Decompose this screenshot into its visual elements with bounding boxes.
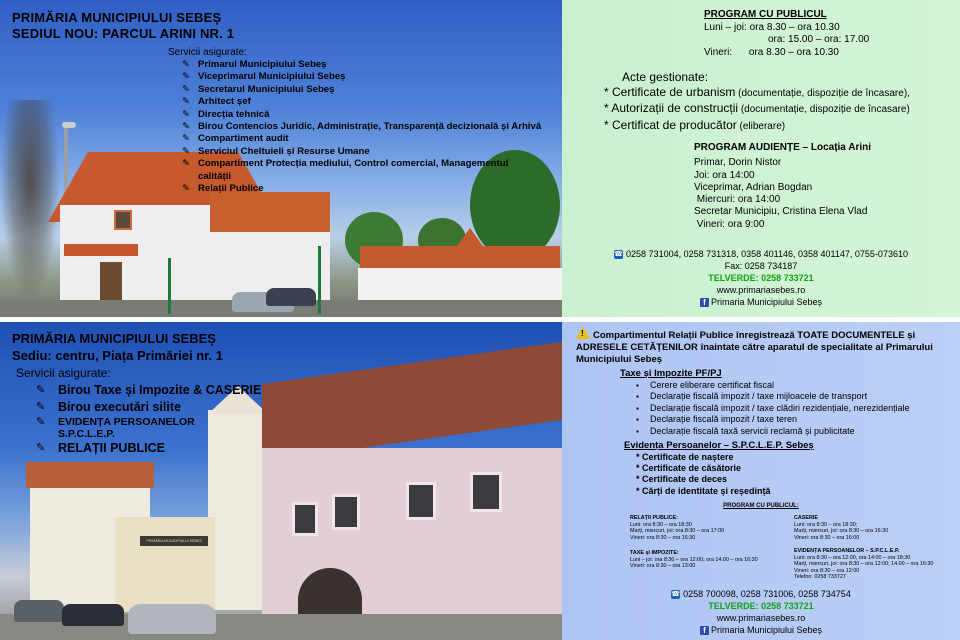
notice-block: !Compartimentul Relații Publice înregistrează TOATE DOCUMENTELE și ADRESELE CETĂȚENILOR înaintate către aparatul de specialitate al Primarului Municipiului Sebeș bbox=[576, 327, 952, 366]
telverde-line: TELVERDE: 0258 733721 bbox=[708, 273, 814, 283]
audiente-title: PROGRAM AUDIENȚE – Locația Arini bbox=[694, 142, 872, 153]
pencil-bullet-icon: ✎ bbox=[182, 133, 191, 145]
facebook-icon: f bbox=[700, 626, 709, 635]
pencil-bullet-icon: ✎ bbox=[182, 145, 191, 157]
pink-window-2 bbox=[332, 494, 360, 530]
second-building-gable bbox=[440, 228, 500, 270]
evidenta-title: Evidența Persoanelor – S.P.C.L.E.P. Sebeș bbox=[624, 440, 814, 451]
bottom-contact-block bbox=[562, 588, 960, 636]
audiente-line: Vineri: ora 9:00 bbox=[694, 218, 765, 230]
parked-car-a bbox=[14, 600, 64, 622]
bottom-right-info-panel bbox=[562, 322, 960, 640]
top-contact-block bbox=[562, 248, 960, 308]
service-item: ✎ Primarul Municipiului Sebeș bbox=[182, 59, 327, 70]
service-item: ✎ Viceprimarul Municipiului Sebeș bbox=[182, 71, 346, 83]
parked-car-b bbox=[62, 604, 124, 626]
audiente-line: Primar, Dorin Nistor bbox=[694, 157, 782, 169]
second-building-wall bbox=[358, 268, 562, 300]
facebook-icon: f bbox=[700, 298, 709, 307]
taxe-title: Taxe și Impozite PF/PJ bbox=[620, 368, 722, 379]
building-roof-right bbox=[210, 192, 330, 232]
top-left-services-heading: Servicii asigurate: bbox=[168, 47, 247, 58]
evidenta-item: * Certificate de căsătorie bbox=[636, 463, 742, 474]
program-line: ora: 15.00 – ora: 17.00 bbox=[768, 34, 870, 45]
green-fence bbox=[168, 258, 171, 314]
taxe-item: ▪ Declarație fiscală impozit / taxe mijloacele de transport bbox=[636, 391, 910, 402]
evidenta-list bbox=[636, 452, 771, 497]
schedule-taxe: TAXE și IMPOZITE: Luni – joi: ora 8:30 – ora 12:00, ora 14:00 – ora 16:30 Vineri: ora 8:30 – ora 13:00 bbox=[630, 550, 758, 570]
schedule-caserie: CASERIE Luni: ora 8:30 – ora 18:30; Marți, miercuri, joi: ora 8:30 – ora 16:30 Vineri: ora 8:30 – ora 16:00 bbox=[794, 515, 889, 541]
pink-window-4 bbox=[470, 472, 502, 512]
audiente-line: Secretar Municipiu, Cristina Elena Vlad bbox=[694, 206, 868, 218]
bottom-left-services-list bbox=[36, 382, 261, 457]
top-left-title-line2: SEDIUL NOU: PARCUL ARINI NR. 1 bbox=[12, 26, 235, 41]
taxe-item: ▪ Declarație fiscală impozit / taxe teren bbox=[636, 414, 910, 425]
green-fence-2 bbox=[318, 246, 321, 314]
bottom-left-photo-panel bbox=[0, 322, 562, 640]
top-left-photo-panel bbox=[0, 0, 562, 317]
acte-item: * Certificat de producător (eliberare) bbox=[604, 117, 786, 132]
audiente-line: Miercuri: ora 14:00 bbox=[694, 194, 781, 206]
pencil-bullet-icon: ✎ bbox=[182, 183, 191, 195]
pink-building-roof bbox=[262, 342, 562, 462]
parked-car-c bbox=[128, 604, 216, 634]
program-block bbox=[704, 9, 869, 59]
schedule-relatii: RELAȚII PUBLICE: Luni: ora 8:30 – ora 18:30 Marți, miercuri, joi: ora 8:30 – ora 17:00 Vineri: ora 8:30 – ora 16:30 bbox=[630, 515, 725, 541]
street-lamp-head bbox=[62, 122, 76, 128]
pencil-bullet-icon: ✎ bbox=[36, 384, 46, 396]
acte-title: Acte gestionate: bbox=[622, 70, 709, 84]
phones-line: ☎ 0258 700098, 0258 731006, 0258 734754 bbox=[671, 589, 851, 599]
pink-window-1 bbox=[292, 502, 318, 536]
service-item: ✎ Compartiment audit bbox=[182, 133, 289, 145]
parked-car-2 bbox=[266, 288, 316, 306]
acte-item: * Autorizații de construcții (documentație, dispoziție de încasare) bbox=[604, 101, 910, 115]
service-item: ✎ RELAȚII PUBLICE bbox=[36, 441, 165, 455]
website-link[interactable]: www.primariasebes.ro bbox=[716, 285, 806, 295]
telverde-line: TELVERDE: 0258 733721 bbox=[708, 601, 814, 611]
bottom-left-title-line2: Sediu: centru, Piața Primăriei nr. 1 bbox=[12, 348, 223, 363]
service-item: ✎ Serviciul Cheltuieli și Resurse Umane bbox=[182, 145, 370, 157]
bottom-left-title-line1: PRIMĂRIA MUNICIPIULUI SEBEȘ bbox=[12, 331, 216, 346]
top-right-info-panel bbox=[562, 0, 960, 317]
top-left-title-line1: PRIMĂRIA MUNICIPIULUI SEBEȘ bbox=[12, 10, 222, 25]
fax-line: Fax: 0258 734187 bbox=[724, 261, 798, 271]
facebook-line[interactable]: f Primaria Municipiului Sebeș bbox=[562, 624, 960, 636]
building-porch bbox=[64, 244, 138, 256]
phones-line: ☎ 0258 731004, 0258 731318, 0358 401146, 0358 401147, 0755-073610 bbox=[614, 249, 908, 259]
service-item: ✎ Birou executări silite bbox=[36, 400, 181, 414]
audiente-line: Joi: ora 14:00 bbox=[694, 169, 755, 181]
warning-icon bbox=[576, 327, 590, 339]
pencil-bullet-icon: ✎ bbox=[182, 121, 191, 133]
service-item: ✎ EVIDENȚA PERSOANELOR bbox=[36, 416, 195, 428]
service-item: ✎ Arhitect șef bbox=[182, 96, 251, 108]
website-link[interactable]: www.primariasebes.ro bbox=[716, 613, 806, 623]
building-window bbox=[114, 210, 132, 230]
pencil-bullet-icon: ✎ bbox=[182, 158, 191, 170]
program-line: Luni – joi: ora 8.30 – ora 10.30 bbox=[704, 21, 840, 33]
audiente-line: Viceprimar, Adrian Bogdan bbox=[694, 181, 813, 193]
pencil-bullet-icon: ✎ bbox=[36, 442, 46, 454]
service-item: ✎ Compartiment Protecția mediului, Control comercial, Managementul bbox=[182, 158, 509, 170]
program-line: Vineri: ora 8.30 – ora 10.30 bbox=[704, 46, 839, 58]
taxe-item: ▪ Declarație fiscală impozit / taxe clădiri rezidențiale, nerezidențiale bbox=[636, 403, 910, 414]
taxe-item: ▪ Cerere eliberare certificat fiscal bbox=[636, 380, 910, 391]
service-item: ✎ Secretarul Municipiului Sebeș bbox=[182, 83, 335, 95]
pencil-bullet-icon: ✎ bbox=[182, 96, 191, 108]
phone-icon: ☎ bbox=[614, 251, 623, 259]
service-item: ✎ Birou Taxe și Impozite & CASERIE bbox=[36, 383, 262, 397]
service-item-continued: calității bbox=[198, 170, 232, 182]
pencil-bullet-icon: ✎ bbox=[182, 59, 191, 70]
evidenta-item: * Certificate de deces bbox=[636, 474, 728, 485]
building-sign: PRIMĂRIA MUNICIPIULUI SEBEȘ bbox=[146, 539, 202, 543]
pencil-bullet-icon: ✎ bbox=[36, 416, 46, 428]
program-title: PROGRAM CU PUBLICUL bbox=[704, 9, 827, 20]
top-left-services-list bbox=[182, 59, 541, 195]
audiente-block bbox=[694, 142, 871, 231]
taxe-list bbox=[636, 380, 910, 437]
service-item: ✎ Direcția tehnică bbox=[182, 108, 270, 120]
service-item-continued: S.P.C.L.E.P. bbox=[58, 428, 115, 440]
evidenta-item: * Certificate de naștere bbox=[636, 452, 734, 462]
schedule-evidenta: EVIDENȚA PERSOANELOR – S.P.C.L.E.P. Luni: ora 8:30 – ora 12:00, ora 14:00 – ora 18:30 Marți, miercuri, joi: ora 8:30 – ora 12:00; 14.00 – ora 16:30 Vineri: ora 8:30 – ora 12:00 Telefon: 0258 733727 bbox=[794, 548, 934, 581]
acte-item: * Certificate de urbanism (documentație, dispoziție de încasare), bbox=[604, 84, 910, 99]
evidenta-item: * Cărți de identitate și reședință bbox=[636, 485, 771, 496]
pencil-bullet-icon: ✎ bbox=[36, 401, 46, 413]
service-item: ✎ Birou Contencios Juridic, Administrație, Transparență decizională și Arhivă bbox=[182, 121, 542, 133]
white-building-roof bbox=[26, 462, 154, 488]
pencil-bullet-icon: ✎ bbox=[182, 83, 191, 95]
pencil-bullet-icon: ✎ bbox=[182, 108, 191, 120]
taxe-item: ▪ Declarație fiscală taxă servicii reclamă și publicitate bbox=[636, 426, 910, 437]
phone-icon: ☎ bbox=[671, 591, 681, 599]
service-item: ✎ Relații Publice bbox=[182, 183, 264, 195]
schedule-title: PROGRAM CU PUBLICUL: bbox=[723, 503, 799, 509]
cream-building bbox=[115, 517, 215, 612]
facebook-line[interactable]: f Primaria Municipiului Sebeș bbox=[562, 296, 960, 308]
acte-block bbox=[604, 70, 910, 134]
pencil-bullet-icon: ✎ bbox=[182, 71, 191, 83]
pink-window-3 bbox=[406, 482, 436, 520]
bottom-left-services-heading: Servicii asigurate: bbox=[16, 366, 111, 380]
